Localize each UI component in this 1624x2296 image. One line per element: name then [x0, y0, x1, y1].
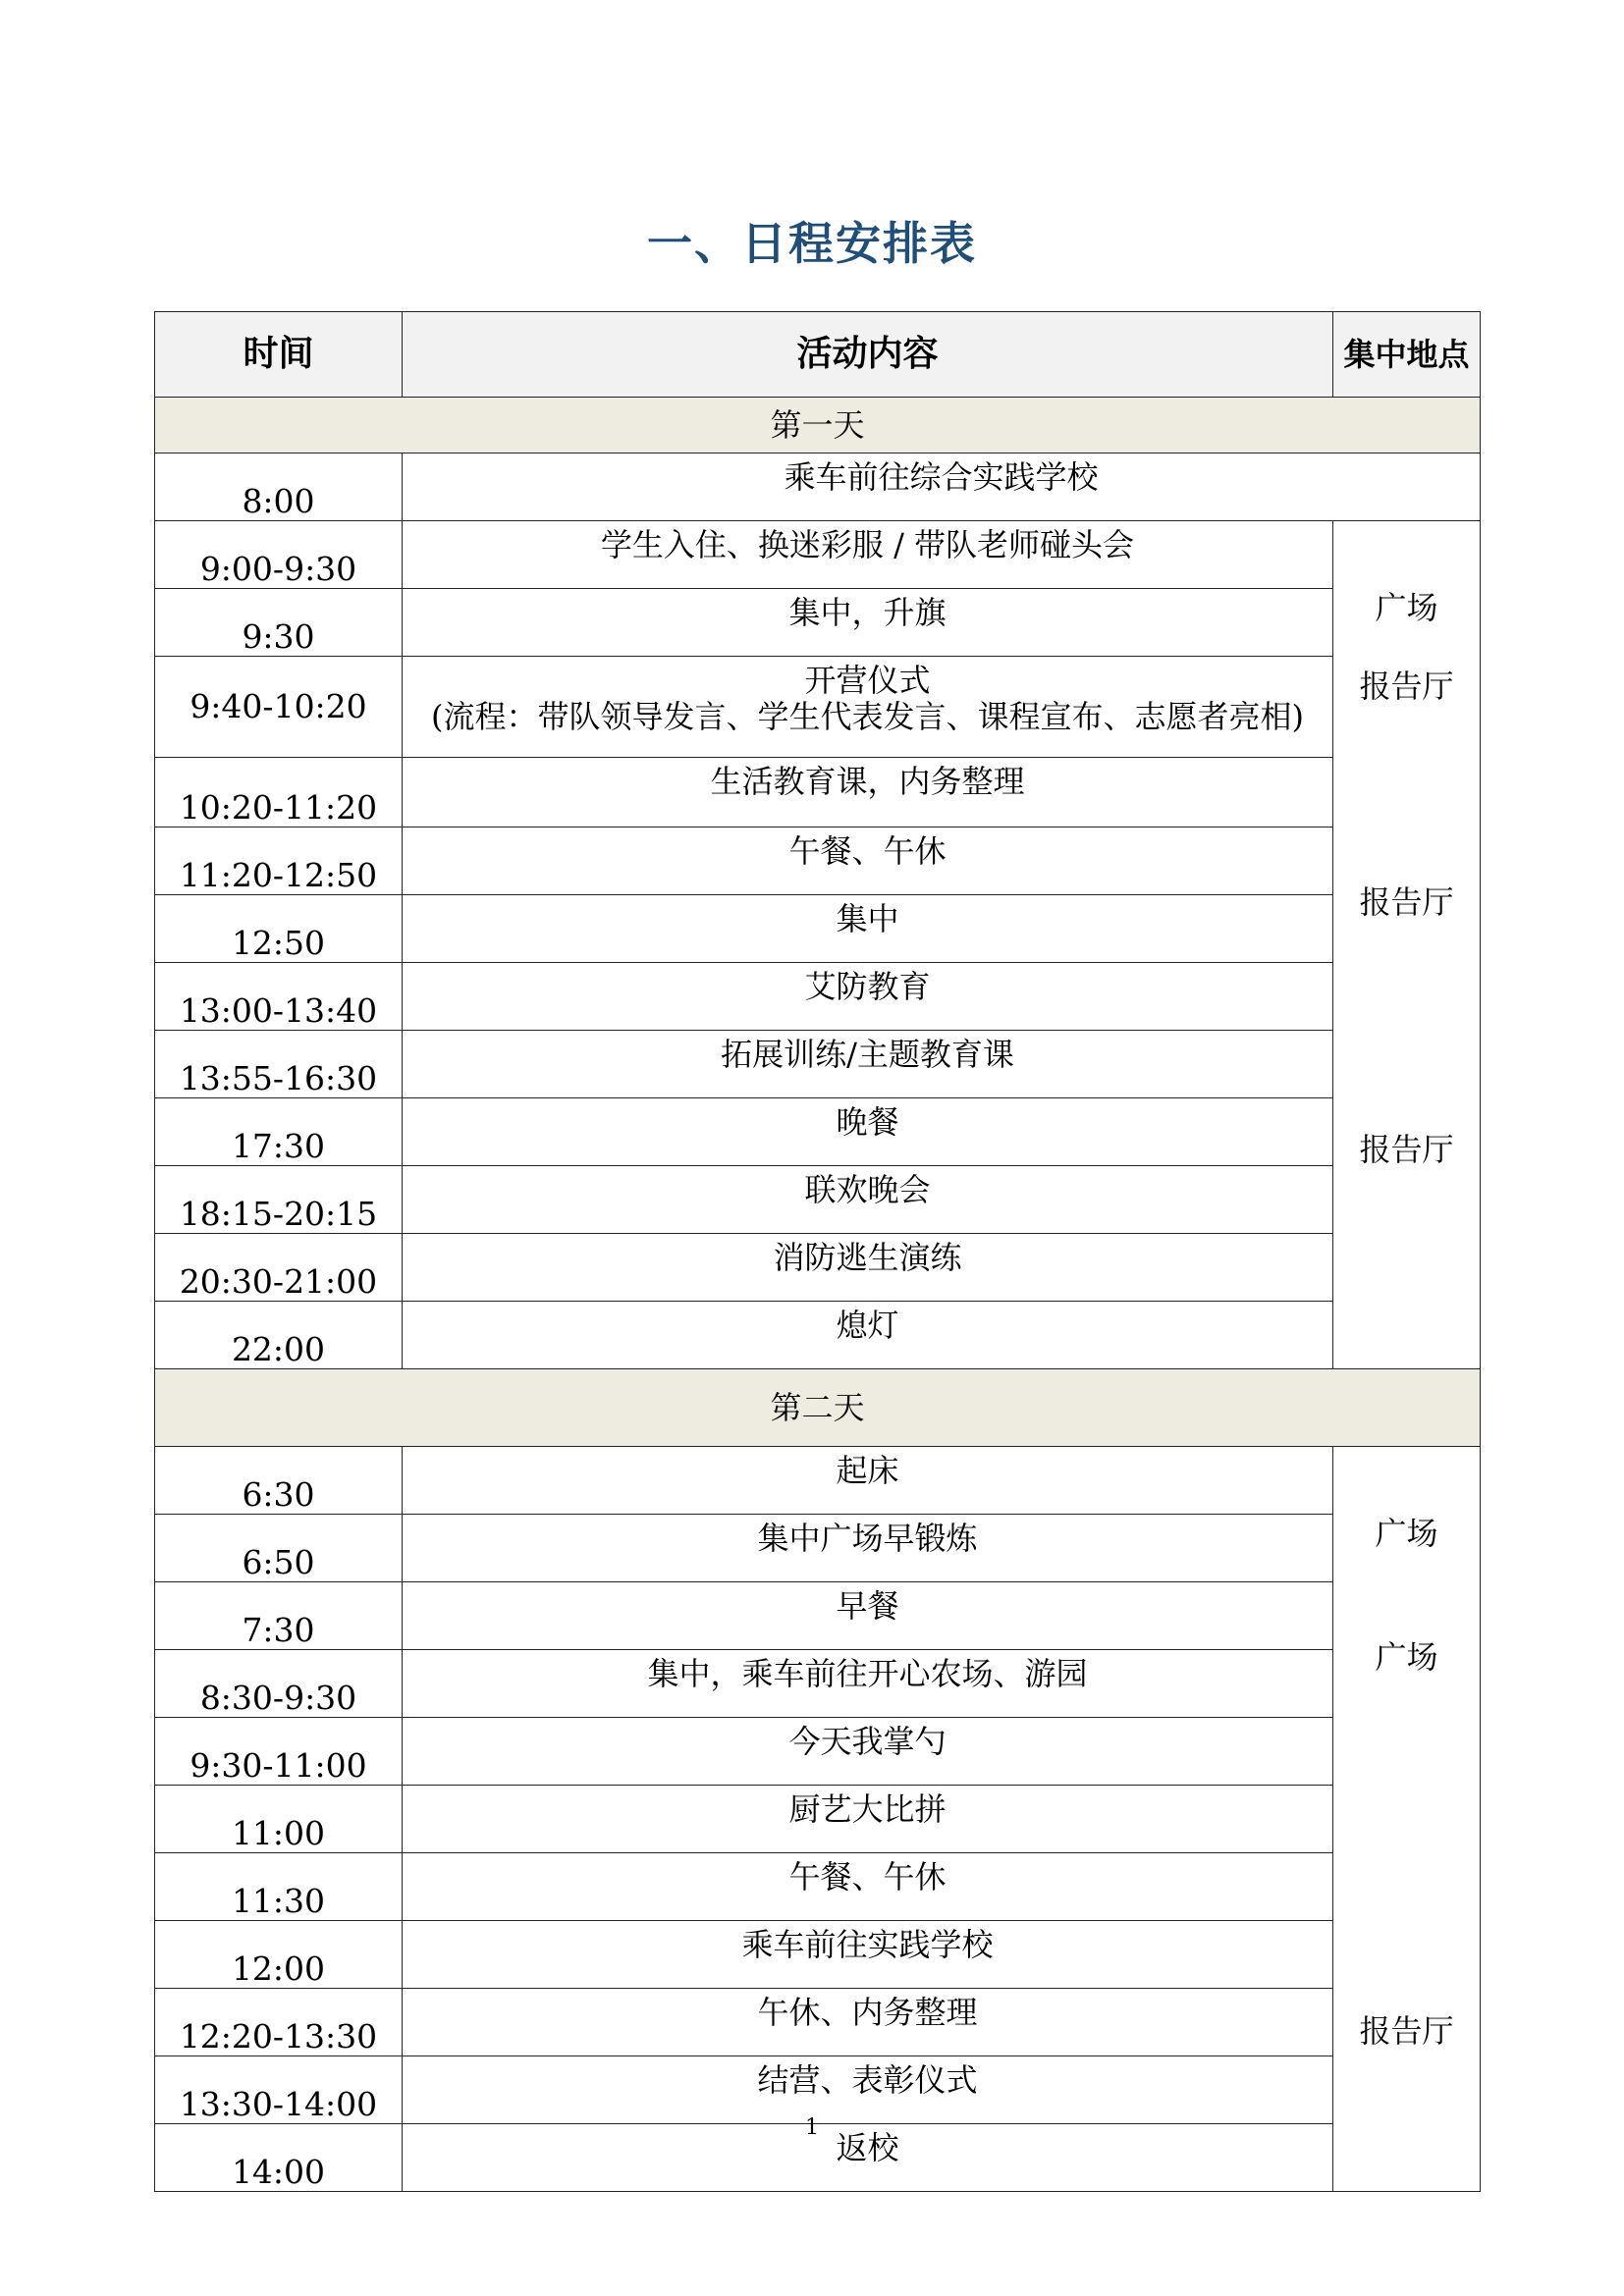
day1-location-cell: [1333, 521, 1481, 1369]
activity-cell: 午餐、午休: [403, 1853, 1333, 1921]
time-cell: 7:30: [155, 1582, 403, 1650]
activity-note: (流程：带队领导发言、学生代表发言、课程宣布、志愿者亮相): [431, 697, 1304, 735]
table-row: [155, 828, 1481, 895]
location-label: 报告厅: [1359, 883, 1454, 921]
table-row: [155, 1650, 1481, 1718]
header-activity: 活动内容: [403, 312, 1333, 398]
page-number: 1: [805, 2115, 819, 2140]
activity-cell: 结营、表彰仪式: [403, 2056, 1333, 2124]
time-cell: 13:00-13:40: [155, 963, 403, 1031]
table-row: [155, 895, 1481, 963]
time-cell: 14:00: [155, 2124, 403, 2192]
activity-cell: 返校: [403, 2124, 1333, 2192]
activity-cell: 熄灯: [403, 1302, 1333, 1369]
time-cell: 18:15-20:15: [155, 1166, 403, 1234]
table-row: [155, 589, 1481, 657]
time-cell: 9:30: [155, 589, 403, 657]
time-cell: 9:00-9:30: [155, 521, 403, 589]
schedule-table: [154, 311, 1481, 2192]
table-row: [155, 1921, 1481, 1989]
activity-cell: 起床: [403, 1447, 1333, 1515]
time-cell: 9:40-10:20: [155, 657, 403, 758]
activity-cell: 消防逃生演练: [403, 1234, 1333, 1302]
activity-cell: 午餐、午休: [403, 828, 1333, 895]
location-label: 广场: [1375, 1515, 1438, 1552]
time-cell: 17:30: [155, 1098, 403, 1166]
activity-cell: [403, 657, 1333, 758]
day2-location-cell: [1333, 1447, 1481, 2192]
header-time: 时间: [155, 312, 403, 398]
location-label: 广场: [1375, 1638, 1438, 1676]
table-row: [155, 1098, 1481, 1166]
activity-cell: 集中: [403, 895, 1333, 963]
page-title: 一、日程安排表: [647, 217, 977, 270]
table-row: [155, 963, 1481, 1031]
time-cell: 6:50: [155, 1515, 403, 1582]
table-row: [155, 1718, 1481, 1786]
time-cell: 12:00: [155, 1921, 403, 1989]
time-cell: 13:30-14:00: [155, 2056, 403, 2124]
time-cell: 20:30-21:00: [155, 1234, 403, 1302]
activity-cell: 生活教育课，内务整理: [403, 758, 1333, 828]
table-row: [155, 1853, 1481, 1921]
header-row: [155, 312, 1481, 398]
table-row: [155, 1234, 1481, 1302]
activity-cell: 今天我掌勺: [403, 1718, 1333, 1786]
location-label: 报告厅: [1359, 1131, 1454, 1168]
time-cell: 8:30-9:30: [155, 1650, 403, 1718]
header-location: 集中地点: [1333, 312, 1481, 398]
activity-cell: 学生入住、换迷彩服 / 带队老师碰头会: [403, 521, 1333, 589]
day1-label: 第一天: [155, 398, 1481, 454]
table-row: [155, 2056, 1481, 2124]
table-row: [155, 1166, 1481, 1234]
time-cell: 10:20-11:20: [155, 758, 403, 828]
activity-cell: 拓展训练/主题教育课: [403, 1031, 1333, 1098]
table-row: [155, 657, 1481, 758]
time-cell: 11:00: [155, 1786, 403, 1853]
time-cell: 11:30: [155, 1853, 403, 1921]
activity-cell: 乘车前往实践学校: [403, 1921, 1333, 1989]
location-label: 广场: [1375, 589, 1438, 626]
time-cell: 9:30-11:00: [155, 1718, 403, 1786]
time-cell: 11:20-12:50: [155, 828, 403, 895]
activity-cell: 早餐: [403, 1582, 1333, 1650]
table-row: [155, 521, 1481, 589]
activity-cell: 晚餐: [403, 1098, 1333, 1166]
table-row: [155, 758, 1481, 828]
table-row: [155, 1515, 1481, 1582]
time-cell: 13:55-16:30: [155, 1031, 403, 1098]
location-label: 报告厅: [1359, 667, 1454, 705]
time-cell: 22:00: [155, 1302, 403, 1369]
activity-cell: 艾防教育: [403, 963, 1333, 1031]
activity-title: 开营仪式: [804, 662, 931, 699]
activity-cell: 集中，乘车前往开心农场、游园: [403, 1650, 1333, 1718]
time-cell: 8:00: [155, 454, 403, 521]
table-row: [155, 1031, 1481, 1098]
day2-label: 第二天: [155, 1369, 1481, 1447]
activity-cell: 联欢晚会: [403, 1166, 1333, 1234]
table-row: [155, 1582, 1481, 1650]
activity-cell: 集中广场早锻炼: [403, 1515, 1333, 1582]
location-label: 报告厅: [1359, 2012, 1454, 2050]
table-row: [155, 1786, 1481, 1853]
time-cell: 12:20-13:30: [155, 1989, 403, 2056]
table-row: [155, 1447, 1481, 1515]
table-row: [155, 454, 1481, 521]
time-cell: 6:30: [155, 1447, 403, 1515]
table-row: [155, 1302, 1481, 1369]
activity-cell: 午休、内务整理: [403, 1989, 1333, 2056]
activity-cell: 乘车前往综合实践学校: [403, 454, 1481, 521]
activity-cell: 厨艺大比拼: [403, 1786, 1333, 1853]
time-cell: 12:50: [155, 895, 403, 963]
activity-cell: 集中，升旗: [403, 589, 1333, 657]
table-row: [155, 1989, 1481, 2056]
